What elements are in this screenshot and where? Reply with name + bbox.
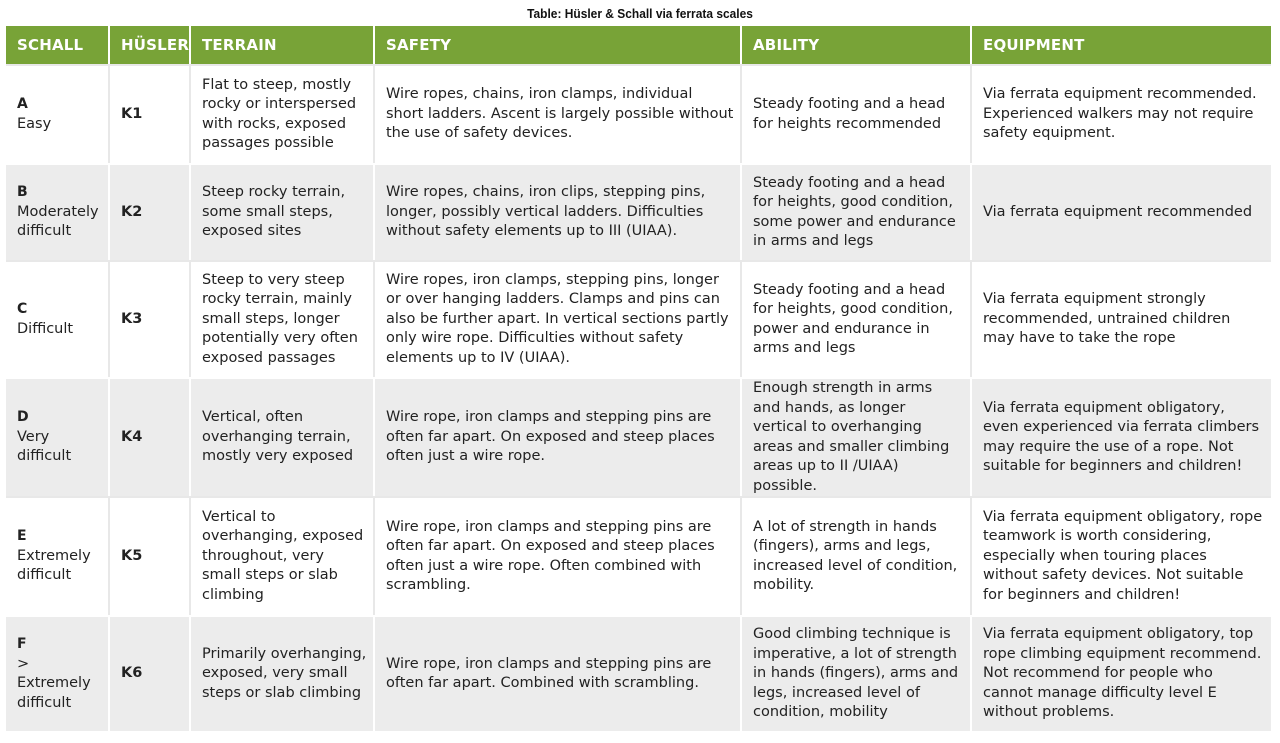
- header-row: [6, 26, 1271, 64]
- ability-cell: Good climbing technique is imperative, a lot of strength in hands (fingers), arms and legs, increased level of condition, mobility: [742, 615, 972, 731]
- terrain-cell: Flat to steep, mostly rocky or interspersed with rocks, exposed passages possible: [191, 64, 375, 163]
- via-ferrata-scales-table: [6, 26, 1271, 731]
- husler-grade: K3: [110, 260, 191, 377]
- ability-cell: Steady footing and a head for heights, good condition, some power and endurance in arms and legs: [742, 163, 972, 260]
- terrain-cell: Vertical, often overhanging terrain, mostly very exposed: [191, 377, 375, 496]
- schall-code: E: [17, 528, 27, 545]
- column-header-terrain: TERRAIN: [191, 26, 375, 64]
- terrain-cell: Vertical to overhanging, exposed throughout, very small steps or slab climbing: [191, 496, 375, 615]
- table-row: [6, 64, 1271, 163]
- ability-cell: Steady footing and a head for heights, good condition, power and endurance in arms and legs: [742, 260, 972, 377]
- husler-grade: K2: [110, 163, 191, 260]
- schall-code: A: [17, 96, 28, 112]
- column-header-husler: HÜSLER: [110, 26, 191, 64]
- husler-grade: K1: [110, 64, 191, 163]
- schall-code: D: [17, 409, 29, 426]
- equipment-cell: Via ferrata equipment obligatory, top rope climbing equipment recommend. Not recommend for people who cannot manage difficulty level E without problems.: [972, 615, 1271, 731]
- table-row: [6, 496, 1271, 615]
- table-row: [6, 615, 1271, 731]
- table-row: [6, 260, 1271, 377]
- table-row: [6, 163, 1271, 260]
- schall-cell: [6, 496, 110, 615]
- schall-code: B: [17, 184, 28, 201]
- schall-code: F: [17, 636, 27, 652]
- ability-cell: Enough strength in arms and hands, as longer vertical to overhanging areas and smaller climbing areas up to II /UIAA) possible.: [742, 377, 972, 496]
- terrain-cell: Primarily overhanging, exposed, very small steps or slab climbing: [191, 615, 375, 731]
- column-header-equipment: EQUIPMENT: [972, 26, 1271, 64]
- equipment-cell: Via ferrata equipment recommended: [972, 163, 1271, 260]
- column-header-safety: SAFETY: [375, 26, 742, 64]
- schall-label: > Extremely difficult: [17, 655, 91, 711]
- ability-cell: A lot of strength in hands (fingers), arms and legs, increased level of condition, mobility.: [742, 496, 972, 615]
- husler-grade: K6: [110, 615, 191, 731]
- schall-code: C: [17, 301, 28, 317]
- schall-cell: [6, 163, 110, 260]
- equipment-cell: Via ferrata equipment strongly recommended, untrained children may have to take the rope: [972, 260, 1271, 377]
- schall-cell: [6, 260, 110, 377]
- safety-cell: Wire ropes, iron clamps, stepping pins, longer or over hanging ladders. Clamps and pins can also be further apart. In vertical sections partly only wire rope. Difficulties without safety elements up to IV (UIAA).: [375, 260, 742, 377]
- terrain-cell: Steep rocky terrain, some small steps, exposed sites: [191, 163, 375, 260]
- schall-label: Difficult: [17, 320, 74, 337]
- safety-cell: Wire rope, iron clamps and stepping pins are often far apart. On exposed and steep places often just a wire rope. Often combined with scrambling.: [375, 496, 742, 615]
- schall-cell: [6, 615, 110, 731]
- husler-grade: K4: [110, 377, 191, 496]
- schall-label: Easy: [17, 115, 52, 132]
- safety-cell: Wire rope, iron clamps and stepping pins are often far apart. Combined with scrambling.: [375, 615, 742, 731]
- schall-cell: [6, 64, 110, 163]
- table-row: [6, 377, 1271, 496]
- schall-label: Moderately difficult: [17, 203, 99, 240]
- equipment-cell: Via ferrata equipment obligatory, even experienced via ferrata climbers may require the use of a rope. Not suitable for beginners and children!: [972, 377, 1271, 496]
- schall-cell: [6, 377, 110, 496]
- column-header-schall: SCHALL: [6, 26, 110, 64]
- column-header-ability: ABILITY: [742, 26, 972, 64]
- equipment-cell: Via ferrata equipment obligatory, rope teamwork is worth considering, especially when touring places without safety devices. Not suitable for beginners and children!: [972, 496, 1271, 615]
- safety-cell: Wire rope, iron clamps and stepping pins are often far apart. On exposed and steep places often just a wire rope.: [375, 377, 742, 496]
- husler-grade: K5: [110, 496, 191, 615]
- table-caption: Table: Hüsler & Schall via ferrata scales: [527, 6, 753, 21]
- terrain-cell: Steep to very steep rocky terrain, mainly small steps, longer potentially very often exposed passages: [191, 260, 375, 377]
- ability-cell: Steady footing and a head for heights recommended: [742, 64, 972, 163]
- safety-cell: Wire ropes, chains, iron clamps, individual short ladders. Ascent is largely possible without the use of safety devices.: [375, 64, 742, 163]
- schall-label: Extremely difficult: [17, 547, 91, 584]
- equipment-cell: Via ferrata equipment recommended. Experienced walkers may not require safety equipment.: [972, 64, 1271, 163]
- schall-label: Very difficult: [17, 428, 72, 465]
- safety-cell: Wire ropes, chains, iron clips, stepping pins, longer, possibly vertical ladders. Difficulties without safety elements up to III (UIAA).: [375, 163, 742, 260]
